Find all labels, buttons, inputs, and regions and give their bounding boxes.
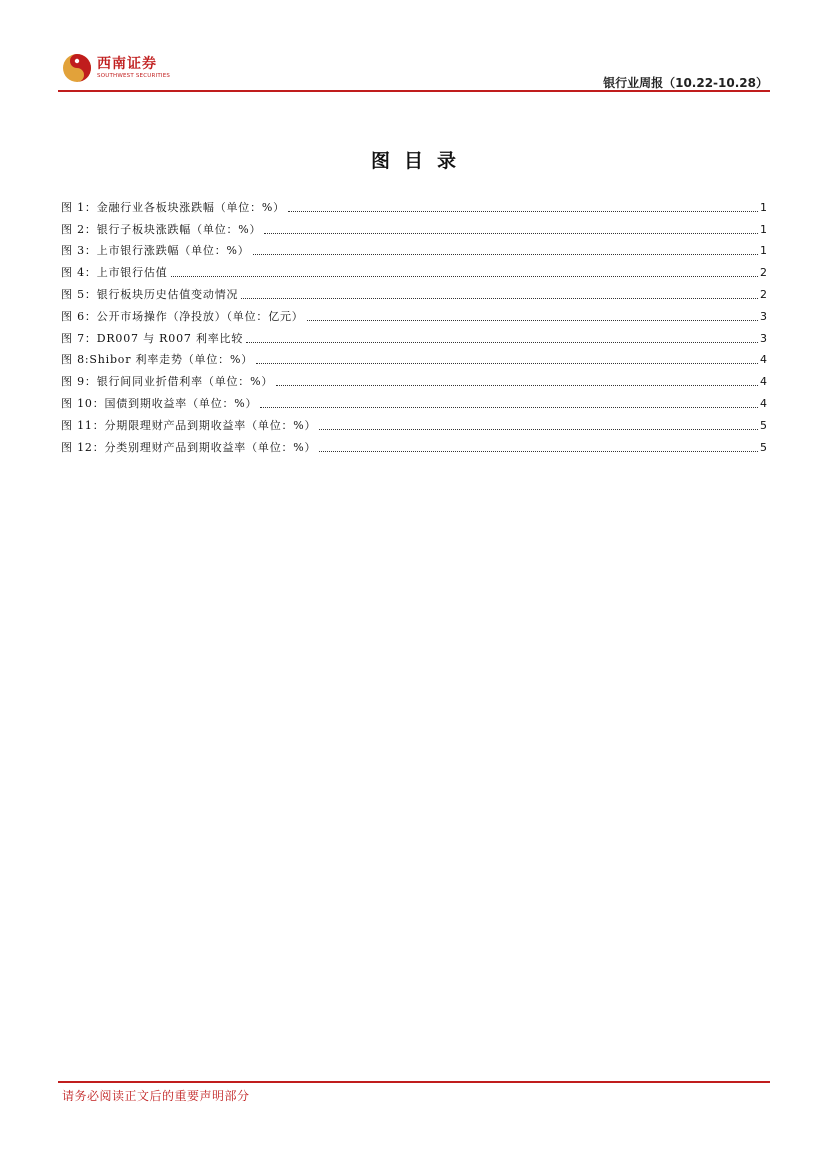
company-logo xyxy=(62,50,170,86)
toc-leader-dots xyxy=(288,211,758,212)
toc-entry-label[interactable]: 图 10：国债到期收益率（单位：%） xyxy=(61,396,258,410)
footer-disclaimer: 请务必阅读正文后的重要声明部分 xyxy=(62,1089,250,1103)
toc-entry-page-number[interactable]: 5 xyxy=(760,418,767,432)
toc-entry-label[interactable]: 图 11：分期限理财产品到期收益率（单位：%） xyxy=(61,418,317,432)
toc-leader-dots xyxy=(319,451,758,452)
toc-entry-label[interactable]: 图 2：银行子板块涨跌幅（单位：%） xyxy=(61,222,262,236)
toc-leader-dots xyxy=(264,233,758,234)
toc-entry-label[interactable]: 图 5：银行板块历史估值变动情况 xyxy=(61,287,239,301)
toc-entry-label[interactable]: 图 8:Shibor 利率走势（单位：%） xyxy=(61,353,254,367)
toc-leader-dots xyxy=(171,276,759,277)
logo-english-name: SOUTHWEST SECURITIES xyxy=(97,73,171,79)
toc-entry-page-number[interactable]: 2 xyxy=(760,287,767,301)
toc-leader-dots xyxy=(256,363,758,364)
toc-entry-page-number[interactable]: 1 xyxy=(760,200,767,214)
toc-leader-dots xyxy=(253,254,758,255)
toc-entry[interactable] xyxy=(61,433,767,455)
footer-divider xyxy=(58,1081,770,1083)
toc-entry-label[interactable]: 图 12：分类别理财产品到期收益率（单位：%） xyxy=(61,440,317,454)
toc-leader-dots xyxy=(307,320,758,321)
toc-entry-label[interactable]: 图 3：上市银行涨跌幅（单位：%） xyxy=(61,244,250,258)
toc-entry[interactable] xyxy=(61,302,767,324)
toc-leader-dots xyxy=(276,385,758,386)
toc-entry-page-number[interactable]: 1 xyxy=(760,244,767,258)
toc-entry-page-number[interactable]: 4 xyxy=(760,353,767,367)
toc-entry[interactable] xyxy=(61,280,767,302)
toc-entry[interactable] xyxy=(61,237,767,259)
toc-entry-label[interactable]: 图 4：上市银行估值 xyxy=(61,266,168,280)
toc-entry-page-number[interactable]: 5 xyxy=(760,440,767,454)
toc-entry[interactable] xyxy=(61,258,767,280)
toc-entry-page-number[interactable]: 3 xyxy=(760,331,767,345)
report-title: 银行业周报（10.22-10.28） xyxy=(603,76,768,90)
toc-leader-dots xyxy=(246,342,758,343)
toc-entry[interactable] xyxy=(61,346,767,368)
figure-table-of-contents xyxy=(61,193,767,455)
toc-entry-page-number[interactable]: 2 xyxy=(760,266,767,280)
toc-entry-label[interactable]: 图 6：公开市场操作（净投放）（单位：亿元） xyxy=(61,309,304,323)
toc-entry-page-number[interactable]: 4 xyxy=(760,375,767,389)
toc-leader-dots xyxy=(260,407,758,408)
toc-entry[interactable] xyxy=(61,367,767,389)
toc-entry[interactable] xyxy=(61,215,767,237)
toc-entry[interactable] xyxy=(61,193,767,215)
logo-chinese-name: 西南证券 xyxy=(97,56,157,72)
toc-entry-label[interactable]: 图 1：金融行业各板块涨跌幅（单位：%） xyxy=(61,200,285,214)
toc-entry-page-number[interactable]: 3 xyxy=(760,309,767,323)
toc-heading: 图目录 xyxy=(370,150,470,172)
toc-entry[interactable] xyxy=(61,389,767,411)
southwest-securities-logo-icon xyxy=(62,53,92,83)
header-divider xyxy=(58,90,770,92)
toc-entry-page-number[interactable]: 4 xyxy=(760,396,767,410)
toc-leader-dots xyxy=(319,429,758,430)
toc-entry[interactable] xyxy=(61,411,767,433)
toc-entry-label[interactable]: 图 9：银行间同业折借利率（单位：%） xyxy=(61,375,274,389)
toc-entry-label[interactable]: 图 7：DR007 与 R007 利率比较 xyxy=(61,331,244,345)
toc-leader-dots xyxy=(241,298,758,299)
toc-entry[interactable] xyxy=(61,324,767,346)
page-header xyxy=(58,48,770,94)
toc-entry-page-number[interactable]: 1 xyxy=(760,222,767,236)
